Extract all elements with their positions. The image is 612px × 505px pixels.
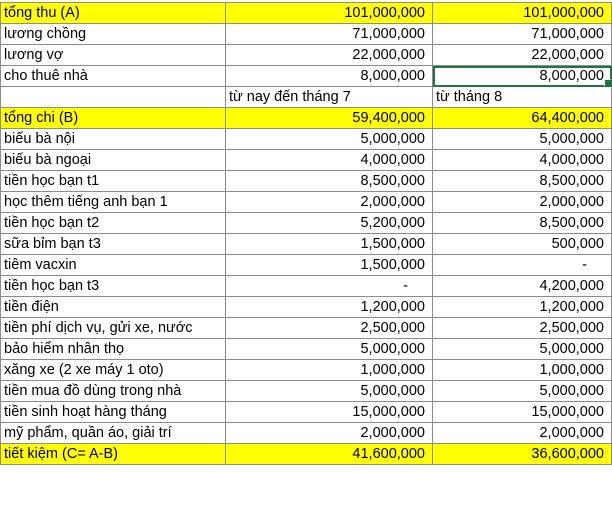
value-cell-period-2[interactable]: 1,000,000 [433, 360, 612, 381]
budget-table [0, 2, 612, 465]
label-cell[interactable]: mỹ phẩm, quần áo, giải trí [1, 423, 226, 444]
value-cell-period-2[interactable]: 64,400,000 [433, 108, 612, 129]
value-cell-period-2[interactable]: 8,500,000 [433, 213, 612, 234]
value-cell-period-2[interactable]: 500,000 [433, 234, 612, 255]
value-cell-period-2[interactable]: 22,000,000 [433, 45, 612, 66]
label-cell[interactable]: lương chồng [1, 24, 226, 45]
value-cell-period-1[interactable]: 71,000,000 [226, 24, 433, 45]
value-cell-period-1[interactable]: 8,500,000 [226, 171, 433, 192]
label-cell[interactable] [1, 87, 226, 108]
value-cell-period-2[interactable]: 5,000,000 [433, 129, 612, 150]
column-header-row [1, 87, 612, 108]
value-cell-period-1[interactable]: 5,000,000 [226, 129, 433, 150]
value-cell-period-1[interactable]: 5,200,000 [226, 213, 433, 234]
table-row [1, 150, 612, 171]
value-cell-period-2[interactable]: 1,200,000 [433, 297, 612, 318]
table-row [1, 423, 612, 444]
label-cell[interactable]: tiền học bạn t1 [1, 171, 226, 192]
table-row [1, 213, 612, 234]
label-cell[interactable]: xăng xe (2 xe máy 1 oto) [1, 360, 226, 381]
value-cell-period-2[interactable]: 2,000,000 [433, 192, 612, 213]
budget-table-body [1, 3, 612, 465]
table-row [1, 192, 612, 213]
value-cell-period-2[interactable]: 5,000,000 [433, 339, 612, 360]
value-cell-period-2[interactable]: 101,000,000 [433, 3, 612, 24]
label-cell[interactable]: tiền điện [1, 297, 226, 318]
value-cell-period-1[interactable]: - [226, 276, 433, 297]
label-cell[interactable]: bảo hiểm nhân thọ [1, 339, 226, 360]
value-cell-period-1[interactable]: 1,000,000 [226, 360, 433, 381]
table-row [1, 255, 612, 276]
table-row [1, 66, 612, 87]
value-cell-period-2[interactable]: 71,000,000 [433, 24, 612, 45]
total-row [1, 444, 612, 465]
label-cell[interactable]: lương vợ [1, 45, 226, 66]
table-row [1, 381, 612, 402]
label-cell[interactable]: tiền học bạn t2 [1, 213, 226, 234]
table-row [1, 129, 612, 150]
table-row [1, 297, 612, 318]
label-cell[interactable]: tiêm vacxin [1, 255, 226, 276]
label-cell[interactable]: biếu bà ngoại [1, 150, 226, 171]
value-cell-period-2[interactable]: 4,200,000 [433, 276, 612, 297]
period-header-cell[interactable]: từ tháng 8 [433, 87, 612, 108]
table-row [1, 24, 612, 45]
value-cell-period-1[interactable]: 15,000,000 [226, 402, 433, 423]
table-row [1, 234, 612, 255]
value-cell-period-1[interactable]: 1,500,000 [226, 234, 433, 255]
table-row [1, 276, 612, 297]
table-row [1, 45, 612, 66]
value-cell-period-2[interactable]: 4,000,000 [433, 150, 612, 171]
label-cell[interactable]: tiền mua đồ dùng trong nhà [1, 381, 226, 402]
spreadsheet-grid [0, 2, 612, 465]
label-cell[interactable]: tiền phí dịch vụ, gửi xe, nước [1, 318, 226, 339]
value-cell-period-2[interactable]: 2,500,000 [433, 318, 612, 339]
label-cell[interactable]: học thêm tiếng anh bạn 1 [1, 192, 226, 213]
label-cell[interactable]: tổng chi (B) [1, 108, 226, 129]
total-row [1, 108, 612, 129]
table-row [1, 339, 612, 360]
label-cell[interactable]: tiết kiệm (C= A-B) [1, 444, 226, 465]
value-cell-period-2[interactable]: 8,500,000 [433, 171, 612, 192]
label-cell[interactable]: cho thuê nhà [1, 66, 226, 87]
value-cell-period-1[interactable]: 1,200,000 [226, 297, 433, 318]
period-header-cell[interactable]: từ nay đến tháng 7 [226, 87, 433, 108]
value-cell-period-2[interactable]: 5,000,000 [433, 381, 612, 402]
label-cell[interactable]: biếu bà nội [1, 129, 226, 150]
table-row [1, 318, 612, 339]
value-cell-period-2[interactable]: 15,000,000 [433, 402, 612, 423]
value-cell-period-1[interactable]: 2,000,000 [226, 423, 433, 444]
table-row [1, 171, 612, 192]
label-cell[interactable]: sữa bỉm bạn t3 [1, 234, 226, 255]
value-cell-period-1[interactable]: 22,000,000 [226, 45, 433, 66]
total-row [1, 3, 612, 24]
value-cell-period-1[interactable]: 1,500,000 [226, 255, 433, 276]
value-cell-period-1[interactable]: 8,000,000 [226, 66, 433, 87]
value-cell-period-2[interactable]: 36,600,000 [433, 444, 612, 465]
value-cell-period-2[interactable]: - [433, 255, 612, 276]
value-cell-period-1[interactable]: 5,000,000 [226, 381, 433, 402]
value-cell-period-1[interactable]: 4,000,000 [226, 150, 433, 171]
value-cell-period-1[interactable]: 5,000,000 [226, 339, 433, 360]
table-row [1, 402, 612, 423]
value-cell-period-2[interactable]: 2,000,000 [433, 423, 612, 444]
value-cell-period-1[interactable]: 2,500,000 [226, 318, 433, 339]
fill-handle[interactable] [604, 79, 612, 87]
selected-cell[interactable]: 8,000,000 [433, 66, 612, 87]
label-cell[interactable]: tiền học bạn t3 [1, 276, 226, 297]
value-cell-period-1[interactable]: 101,000,000 [226, 3, 433, 24]
value-cell-period-1[interactable]: 59,400,000 [226, 108, 433, 129]
label-cell[interactable]: tổng thu (A) [1, 3, 226, 24]
value-cell-period-1[interactable]: 2,000,000 [226, 192, 433, 213]
table-row [1, 360, 612, 381]
value-cell-period-1[interactable]: 41,600,000 [226, 444, 433, 465]
label-cell[interactable]: tiền sinh hoạt hàng tháng [1, 402, 226, 423]
